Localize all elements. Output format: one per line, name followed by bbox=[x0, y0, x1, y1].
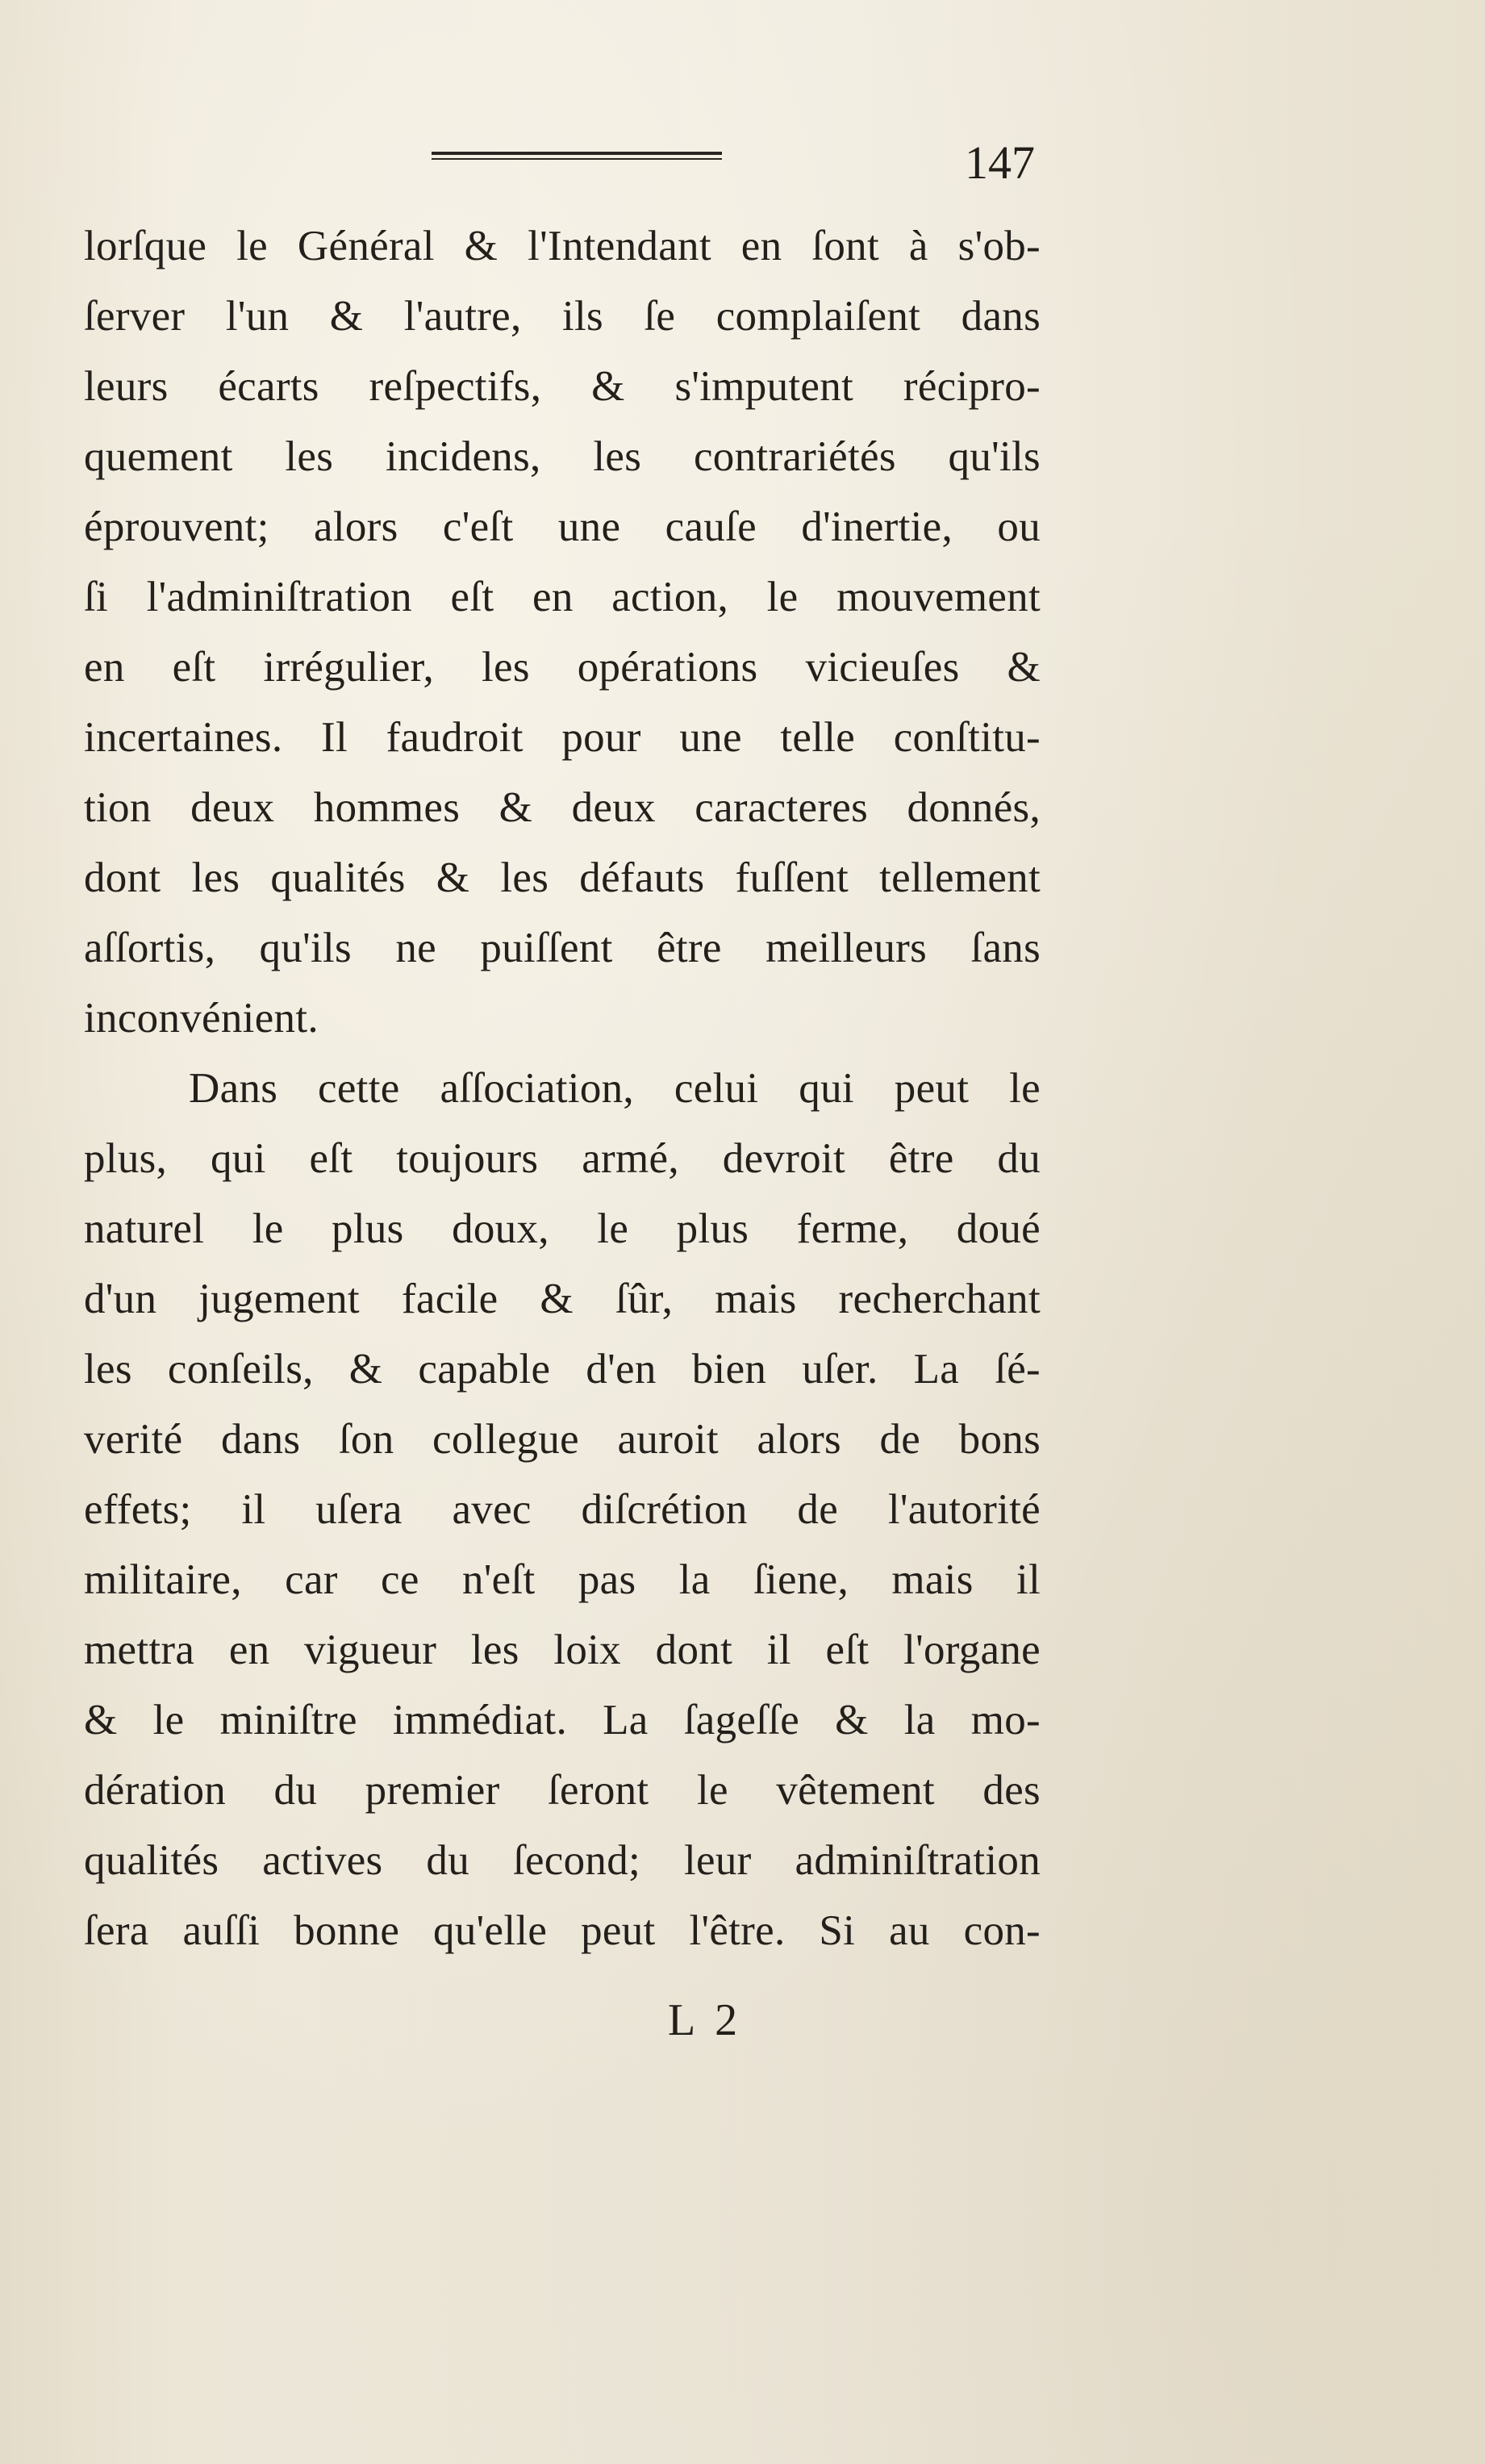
text-line: en eſt irrégulier, les opérations vicieuſes & bbox=[84, 644, 1041, 691]
header-rule bbox=[432, 152, 722, 160]
text-line: aſſortis, qu'ils ne puiſſent être meilleurs ſans bbox=[84, 925, 1041, 971]
text-line: verité dans ſon collegue auroit alors de bons bbox=[84, 1416, 1041, 1463]
text-line: & le miniſtre immédiat. La ſageſſe & la mo- bbox=[84, 1697, 1041, 1744]
text-line: éprouvent; alors c'eſt une cauſe d'inertie, ou bbox=[84, 503, 1041, 550]
text-line: ſera auſſi bonne qu'elle peut l'être. Si au con- bbox=[84, 1907, 1041, 1954]
text-line: naturel le plus doux, le plus ferme, doué bbox=[84, 1205, 1041, 1252]
text-line: mettra en vigueur les loix dont il eſt l'organe bbox=[84, 1627, 1041, 1673]
text-line: d'un jugement facile & ſûr, mais recherchant bbox=[84, 1276, 1041, 1322]
text-line: ſerver l'un & l'autre, ils ſe complaiſent dans bbox=[84, 293, 1041, 340]
text-line: inconvénient. bbox=[84, 995, 319, 1042]
text-line: dération du premier ſeront le vêtement des bbox=[84, 1767, 1041, 1814]
text-line: leurs écarts reſpectifs, & s'imputent récipro- bbox=[84, 363, 1041, 410]
page-number: 147 bbox=[965, 136, 1035, 189]
text-line: plus, qui eſt toujours armé, devroit être du bbox=[84, 1135, 1041, 1182]
paragraph-start-line: Dans cette aſſociation, celui qui peut le bbox=[189, 1065, 1041, 1112]
text-line: tion deux hommes & deux caracteres donnés, bbox=[84, 784, 1041, 831]
text-line: militaire, car ce n'eſt pas la ſiene, mais il bbox=[84, 1556, 1041, 1603]
text-line: les conſeils, & capable d'en bien uſer. La ſé- bbox=[84, 1346, 1041, 1393]
body-text bbox=[84, 211, 1041, 1966]
text-line: ſi l'adminiſtration eſt en action, le mouvement bbox=[84, 574, 1041, 620]
text-line: effets; il uſera avec diſcrétion de l'autorité bbox=[84, 1486, 1041, 1533]
text-line: incertaines. Il faudroit pour une telle conſtitu- bbox=[84, 714, 1041, 761]
text-line: dont les qualités & les défauts fuſſent tellement bbox=[84, 854, 1041, 901]
text-line: lorſque le Général & l'Intendant en ſont à s'ob- bbox=[84, 223, 1041, 269]
signature-mark: L 2 bbox=[668, 1995, 743, 2045]
text-line: qualités actives du ſecond; leur adminiſtration bbox=[84, 1837, 1041, 1884]
text-line: quement les incidens, les contrariétés qu'ils bbox=[84, 433, 1041, 480]
